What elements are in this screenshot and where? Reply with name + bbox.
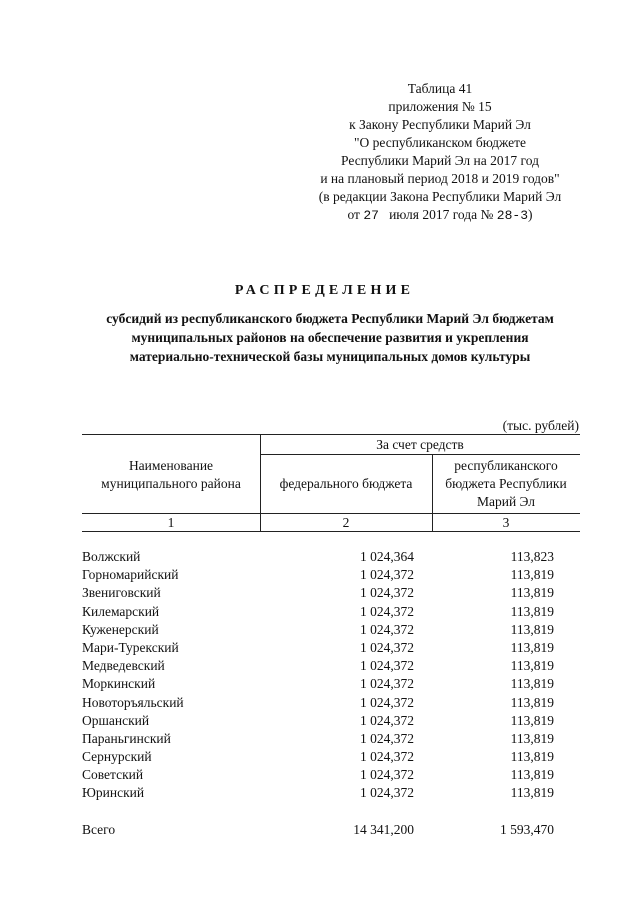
table-row — [82, 639, 580, 657]
header-line: приложения № 15 — [388, 99, 492, 114]
republic-amount: 113,819 — [510, 585, 554, 601]
republic-amount: 113,819 — [510, 785, 554, 801]
header-line: (в редакции Закона Республики Марий Эл — [318, 189, 562, 204]
total-federal: 14 341,200 — [353, 822, 414, 837]
document-subtitle — [50, 309, 610, 366]
federal-amount: 1 024,364 — [360, 549, 414, 564]
table-body — [82, 548, 580, 803]
col-name-header: Наименование муниципального района — [101, 458, 241, 491]
total-republic: 1 593,470 — [500, 822, 554, 837]
table-row — [82, 621, 580, 639]
document-header — [300, 80, 580, 225]
district-name: Куженерский — [82, 621, 159, 637]
subtitle-line: муниципальных районов на обеспечение развития и укрепления — [131, 330, 529, 345]
federal-amount: 1 024,372 — [360, 749, 414, 765]
group-header: За счет средств — [376, 437, 464, 452]
federal-amount: 1 024,372 — [360, 639, 414, 655]
table-row — [82, 548, 580, 566]
table-row — [82, 712, 580, 730]
table-row — [82, 784, 580, 802]
col-republic-header: республиканского бюджета Республики Марий Эл — [445, 458, 567, 509]
date-prefix: от — [347, 207, 360, 222]
republic-amount: 113,819 — [510, 767, 554, 783]
total-row — [82, 821, 580, 839]
header-line: Республики Марий Эл на 2017 год — [341, 153, 539, 168]
district-name: Советский — [82, 767, 144, 783]
date-close: ) — [528, 207, 533, 222]
federal-amount: 1 024,372 — [360, 603, 414, 619]
federal-amount: 1 024,372 — [360, 585, 414, 601]
federal-amount: 1 024,372 — [360, 712, 414, 728]
table-row — [82, 694, 580, 712]
total-label: Всего — [82, 822, 116, 837]
col-federal-header: федерального бюджета — [279, 476, 413, 491]
table-row — [82, 603, 580, 621]
header-line: Таблица 41 — [407, 81, 473, 96]
col-number-2: 2 — [342, 515, 350, 530]
republic-amount: 113,819 — [510, 658, 554, 674]
federal-amount: 1 024,372 — [360, 567, 414, 583]
date-text: июля 2017 года № — [389, 207, 494, 222]
table-row — [82, 730, 580, 748]
district-name: Килемарский — [82, 603, 160, 619]
table-row — [82, 657, 580, 675]
district-name: Сернурский — [82, 749, 152, 765]
district-name: Новоторъяльский — [82, 694, 184, 710]
table-row — [82, 766, 580, 784]
header-date-line — [300, 206, 580, 225]
federal-amount: 1 024,372 — [360, 785, 414, 801]
subtitle-line: материально-технической базы муниципальных домов культуры — [129, 349, 531, 364]
district-name: Моркинский — [82, 676, 156, 692]
header-line: к Закону Республики Марий Эл — [349, 117, 531, 132]
district-name: Параньгинский — [82, 730, 171, 746]
district-name: Мари-Турекский — [82, 639, 179, 655]
table-row — [82, 675, 580, 693]
group-header-rule — [260, 454, 580, 455]
header-line: и на плановый период 2018 и 2019 годов" — [320, 171, 560, 186]
district-name: Юринский — [82, 785, 145, 801]
col-number-1: 1 — [167, 515, 175, 530]
federal-amount: 1 024,372 — [360, 730, 414, 746]
header-line: "О республиканском бюджете — [353, 135, 526, 150]
law-number: 28-3 — [496, 208, 529, 223]
republic-amount: 113,819 — [510, 603, 554, 619]
republic-amount: 113,823 — [510, 549, 554, 564]
district-name: Горномарийский — [82, 567, 179, 583]
district-name: Волжский — [82, 549, 141, 564]
district-name: Звениговский — [82, 585, 161, 601]
table-top-rule — [82, 434, 580, 435]
federal-amount: 1 024,372 — [360, 694, 414, 710]
table-row — [82, 748, 580, 766]
district-name: Медведевский — [82, 658, 165, 674]
republic-amount: 113,819 — [510, 749, 554, 765]
col-number-3: 3 — [502, 515, 510, 530]
republic-amount: 113,819 — [510, 676, 554, 692]
table-row — [82, 584, 580, 602]
table-row — [82, 566, 580, 584]
units-label: (тыс. рублей) — [502, 418, 579, 433]
federal-amount: 1 024,372 — [360, 767, 414, 783]
republic-amount: 113,819 — [510, 712, 554, 728]
republic-amount: 113,819 — [510, 694, 554, 710]
federal-amount: 1 024,372 — [360, 658, 414, 674]
republic-amount: 113,819 — [510, 639, 554, 655]
document-title: РАСПРЕДЕЛЕНИЕ — [234, 283, 415, 298]
republic-amount: 113,819 — [510, 567, 554, 583]
subtitle-line: субсидий из республиканского бюджета Республики Марий Эл бюджетам — [106, 311, 554, 326]
federal-amount: 1 024,372 — [360, 621, 414, 637]
republic-amount: 113,819 — [510, 730, 554, 746]
republic-amount: 113,819 — [510, 621, 554, 637]
district-name: Оршанский — [82, 712, 150, 728]
federal-amount: 1 024,372 — [360, 676, 414, 692]
date-day: 27 — [363, 208, 379, 223]
